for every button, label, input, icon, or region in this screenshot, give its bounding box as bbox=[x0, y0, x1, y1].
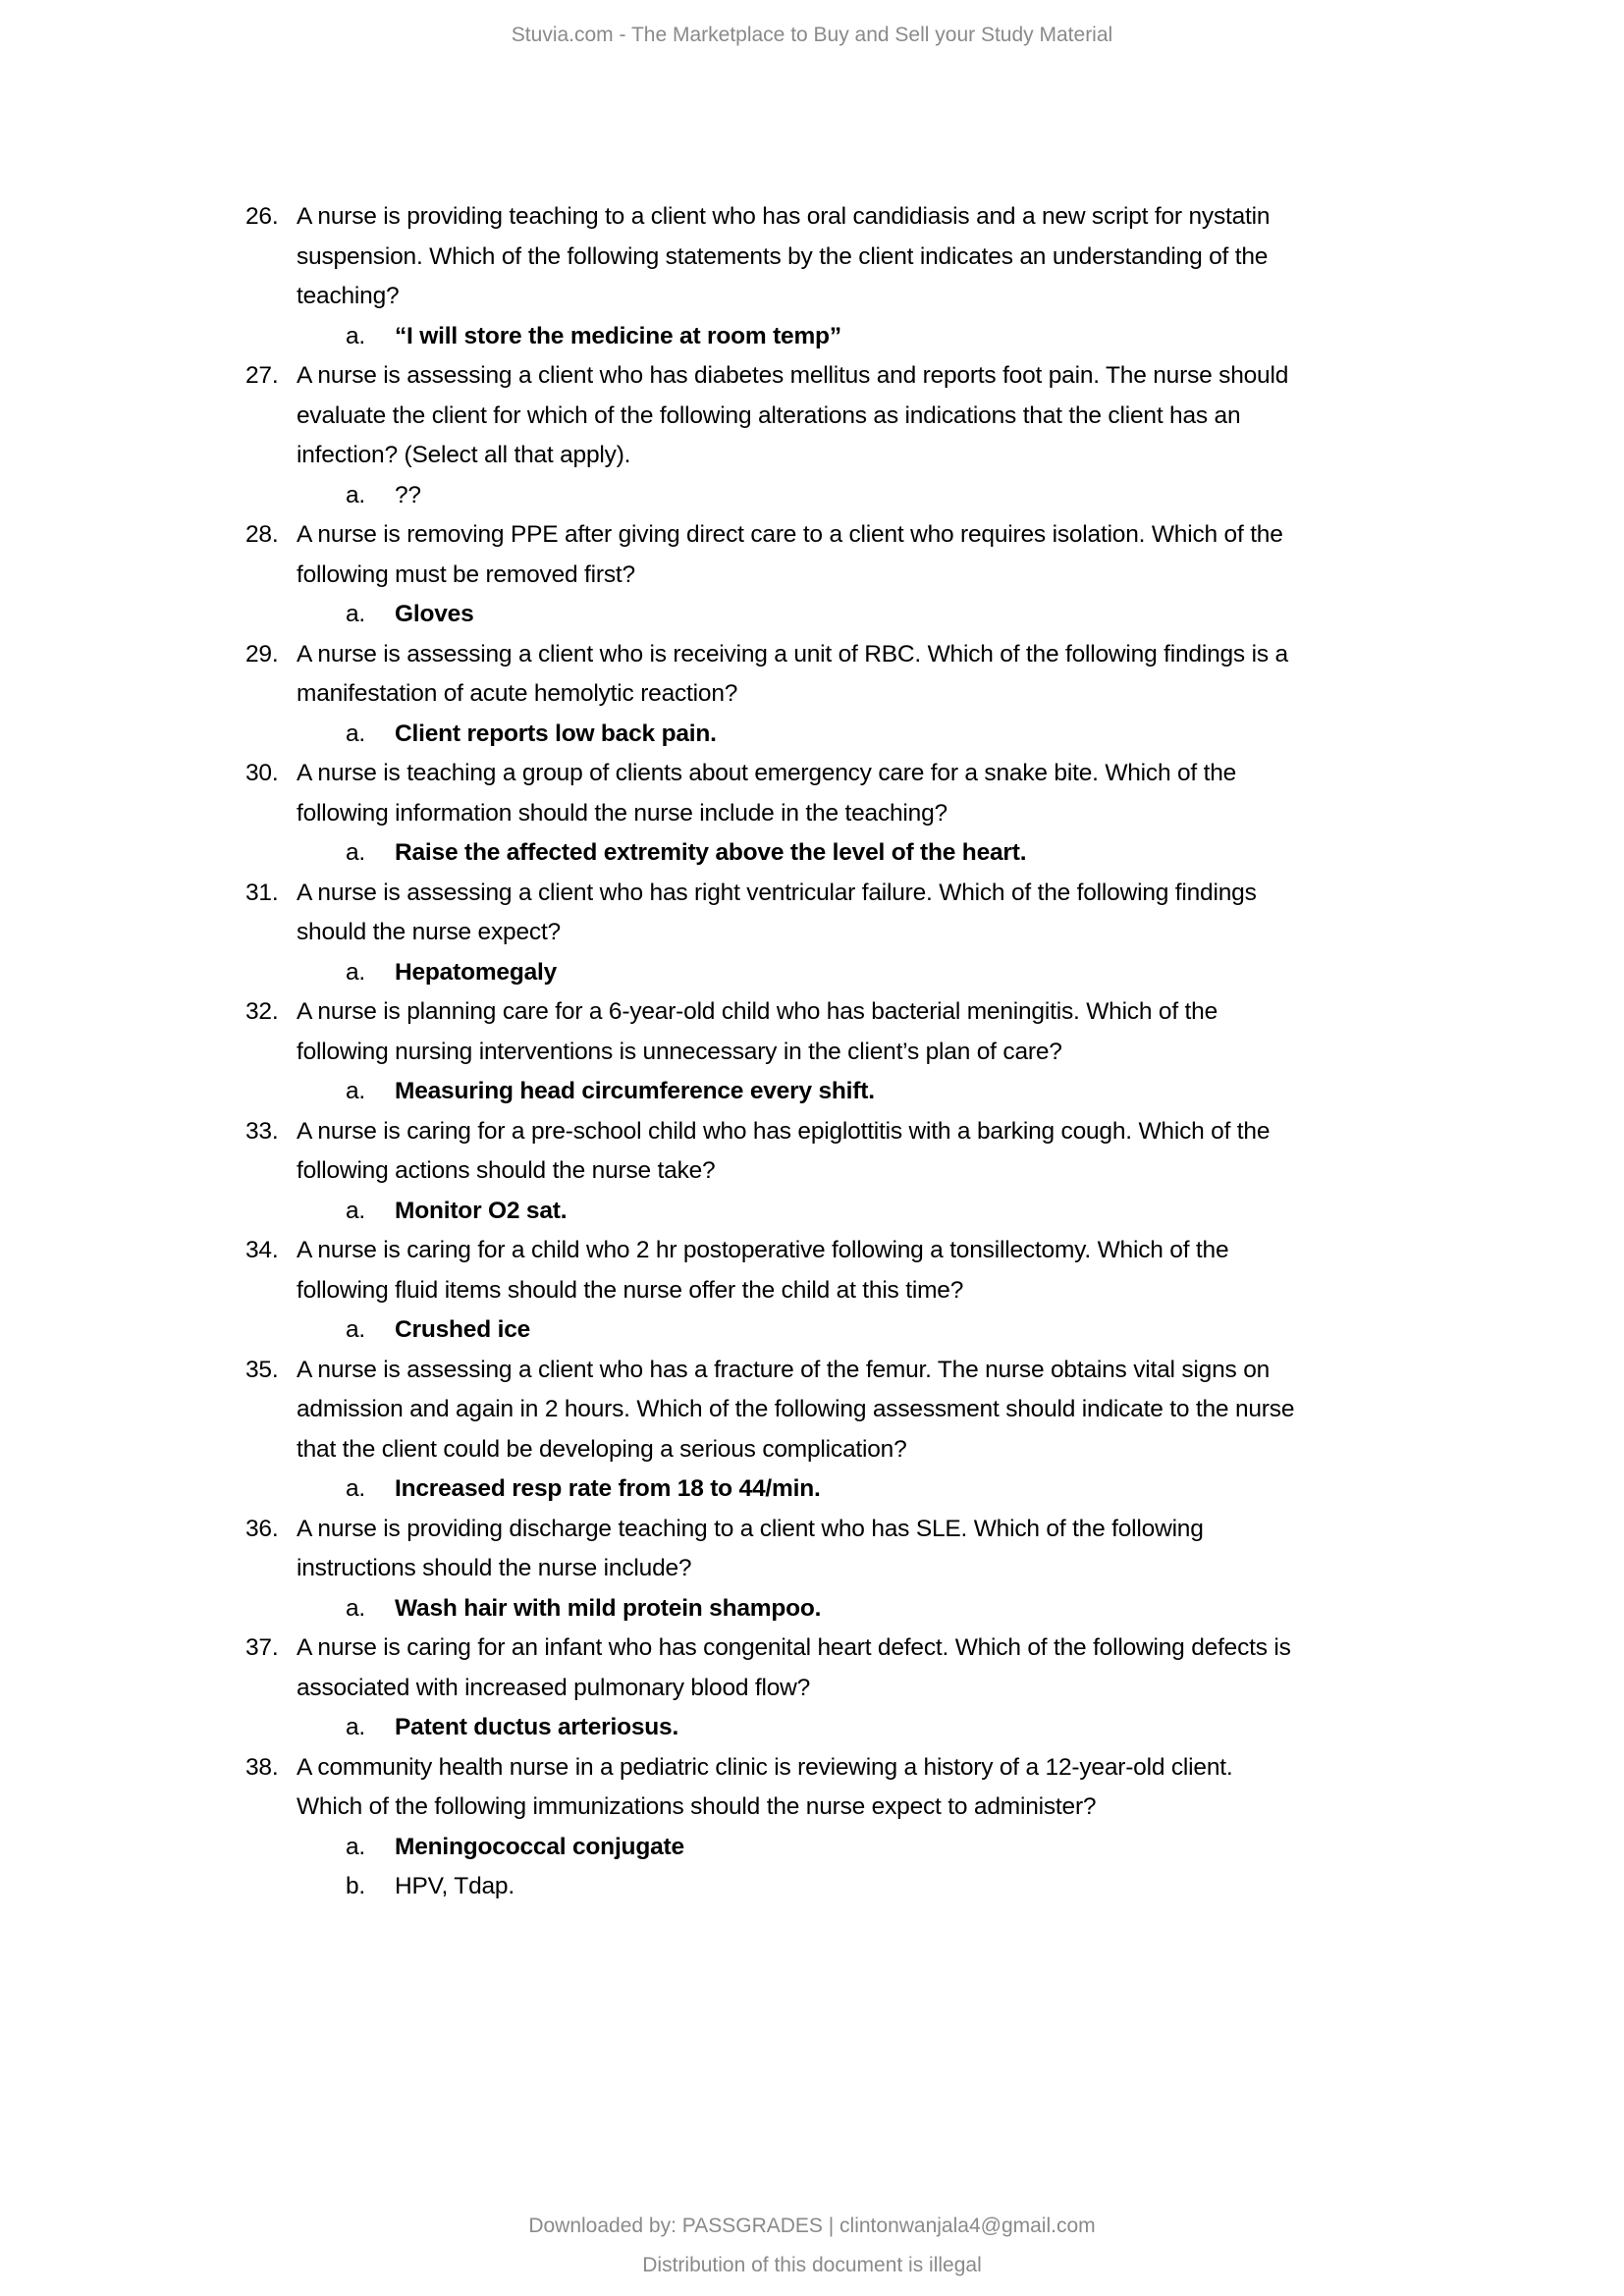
question-line bbox=[0, 913, 1624, 953]
answer-text: ?? bbox=[395, 481, 421, 508]
question-text: A nurse is caring for a child who 2 hr postoperative following a tonsillectomy. Which of the bbox=[297, 1237, 1229, 1263]
answer-label: a. bbox=[346, 1197, 366, 1224]
question-item bbox=[0, 1112, 1624, 1232]
question-text: associated with increased pulmonary blood flow? bbox=[297, 1674, 811, 1701]
question-line bbox=[0, 515, 1624, 556]
question-line bbox=[0, 1549, 1624, 1589]
question-line bbox=[0, 436, 1624, 476]
question-line bbox=[0, 197, 1624, 238]
answer-line bbox=[0, 476, 1624, 516]
answer-label: a. bbox=[346, 1316, 366, 1343]
question-text: admission and again in 2 hours. Which of the following assessment should indicate to the nurse bbox=[297, 1396, 1295, 1422]
question-item bbox=[0, 992, 1624, 1112]
question-text: following must be removed first? bbox=[297, 561, 635, 588]
question-text: should the nurse expect? bbox=[297, 919, 561, 945]
question-line bbox=[0, 1231, 1624, 1271]
question-line bbox=[0, 1271, 1624, 1311]
question-number: 37. bbox=[245, 1634, 279, 1661]
question-number: 34. bbox=[245, 1237, 279, 1263]
question-number: 28. bbox=[245, 521, 279, 548]
question-item bbox=[0, 1231, 1624, 1351]
question-line bbox=[0, 1151, 1624, 1192]
answer-label: a. bbox=[346, 839, 366, 866]
answer-text: Patent ductus arteriosus. bbox=[395, 1714, 679, 1740]
question-line bbox=[0, 277, 1624, 317]
question-item bbox=[0, 1629, 1624, 1748]
answer-label: a. bbox=[346, 1594, 366, 1622]
question-number: 27. bbox=[245, 362, 279, 389]
footer-notice: Distribution of this document is illegal bbox=[642, 2254, 982, 2276]
answer-label: a. bbox=[346, 1714, 366, 1740]
question-text: following fluid items should the nurse offer the child at this time? bbox=[297, 1276, 964, 1304]
question-text: A nurse is assessing a client who has diabetes mellitus and reports foot pain. The nurse should bbox=[297, 362, 1289, 389]
question-line bbox=[0, 992, 1624, 1033]
question-line bbox=[0, 1351, 1624, 1391]
question-item bbox=[0, 1351, 1624, 1510]
answer-label: a. bbox=[346, 1833, 366, 1860]
question-text: that the client could be developing a serious complication? bbox=[297, 1435, 907, 1463]
question-line bbox=[0, 1033, 1624, 1073]
answer-label: a. bbox=[346, 1078, 366, 1104]
question-number: 32. bbox=[245, 998, 279, 1025]
answer-label: a. bbox=[346, 322, 366, 349]
question-number: 29. bbox=[245, 640, 279, 667]
answer-line bbox=[0, 1072, 1624, 1112]
question-number: 33. bbox=[245, 1117, 279, 1145]
question-number: 26. bbox=[245, 203, 279, 230]
question-text: A nurse is teaching a group of clients about emergency care for a snake bite. Which of the bbox=[297, 760, 1237, 786]
question-number: 35. bbox=[245, 1356, 279, 1383]
question-line bbox=[0, 1669, 1624, 1709]
answer-text: Raise the affected extremity above the level of the heart. bbox=[395, 839, 1027, 866]
question-text: infection? (Select all that apply). bbox=[297, 442, 631, 468]
question-line bbox=[0, 1112, 1624, 1152]
question-line bbox=[0, 1430, 1624, 1470]
answer-line bbox=[0, 1310, 1624, 1351]
question-line bbox=[0, 1788, 1624, 1828]
answer-line bbox=[0, 1192, 1624, 1232]
question-line bbox=[0, 1629, 1624, 1669]
question-text: Which of the following immunizations should the nurse expect to administer? bbox=[297, 1793, 1097, 1820]
question-item bbox=[0, 197, 1624, 356]
question-item bbox=[0, 874, 1624, 993]
question-line bbox=[0, 1748, 1624, 1789]
answer-label: a. bbox=[346, 720, 366, 747]
question-number: 38. bbox=[245, 1753, 279, 1781]
answer-text: Crushed ice bbox=[395, 1316, 531, 1343]
answer-line bbox=[0, 953, 1624, 993]
question-line bbox=[0, 238, 1624, 278]
question-line bbox=[0, 635, 1624, 675]
answer-line bbox=[0, 595, 1624, 635]
question-text: following nursing interventions is unnecessary in the client’s plan of care? bbox=[297, 1038, 1062, 1065]
page-header: Stuvia.com - The Marketplace to Buy and Sell your Study Material bbox=[511, 24, 1113, 46]
answer-text: Gloves bbox=[395, 601, 474, 627]
answer-text: Hepatomegaly bbox=[395, 958, 558, 986]
answer-line bbox=[0, 1867, 1624, 1907]
answer-text: Monitor O2 sat. bbox=[395, 1197, 568, 1224]
question-line bbox=[0, 1390, 1624, 1430]
question-text: suspension. Which of the following statements by the client indicates an understanding of the bbox=[297, 242, 1269, 270]
answer-text: Meningococcal conjugate bbox=[395, 1833, 684, 1860]
answer-label: a. bbox=[346, 958, 366, 986]
question-item bbox=[0, 1748, 1624, 1907]
question-number: 31. bbox=[245, 879, 279, 906]
question-text: A nurse is providing discharge teaching to a client who has SLE. Which of the following bbox=[297, 1515, 1204, 1542]
answer-text: Wash hair with mild protein shampoo. bbox=[395, 1594, 822, 1622]
question-text: manifestation of acute hemolytic reaction? bbox=[297, 680, 738, 707]
answer-text: Increased resp rate from 18 to 44/min. bbox=[395, 1475, 821, 1502]
question-number: 36. bbox=[245, 1515, 279, 1542]
answer-line bbox=[0, 1708, 1624, 1748]
answer-label: b. bbox=[346, 1873, 366, 1899]
question-text: teaching? bbox=[297, 283, 400, 309]
question-line bbox=[0, 674, 1624, 715]
question-line bbox=[0, 754, 1624, 794]
question-line bbox=[0, 556, 1624, 596]
question-line bbox=[0, 794, 1624, 834]
answer-label: a. bbox=[346, 1475, 366, 1502]
answer-line bbox=[0, 1469, 1624, 1510]
question-line bbox=[0, 356, 1624, 397]
question-item bbox=[0, 1510, 1624, 1629]
question-line bbox=[0, 397, 1624, 437]
question-text: A nurse is assessing a client who has a fracture of the femur. The nurse obtains vital signs on bbox=[297, 1356, 1271, 1383]
answer-line bbox=[0, 1589, 1624, 1629]
question-text: A nurse is caring for a pre-school child who has epiglottitis with a barking cough. Which of the bbox=[297, 1117, 1271, 1145]
answer-line bbox=[0, 317, 1624, 357]
question-line bbox=[0, 1510, 1624, 1550]
question-text: A nurse is planning care for a 6-year-old child who has bacterial meningitis. Which of the bbox=[297, 998, 1218, 1025]
question-text: A nurse is caring for an infant who has congenital heart defect. Which of the following defects is bbox=[297, 1634, 1291, 1661]
question-text: A nurse is assessing a client who is receiving a unit of RBC. Which of the following findings is a bbox=[297, 640, 1288, 667]
answer-text: Measuring head circumference every shift. bbox=[395, 1078, 875, 1104]
question-text: A nurse is removing PPE after giving direct care to a client who requires isolation. Which of the bbox=[297, 521, 1283, 548]
question-text: A community health nurse in a pediatric clinic is reviewing a history of a 12-year-old client. bbox=[297, 1753, 1233, 1781]
answer-line bbox=[0, 1828, 1624, 1868]
answer-text: Client reports low back pain. bbox=[395, 720, 717, 747]
answer-text: “I will store the medicine at room temp” bbox=[395, 322, 841, 349]
question-item bbox=[0, 754, 1624, 874]
question-item bbox=[0, 635, 1624, 755]
footer-downloaded-by: Downloaded by: PASSGRADES | clintonwanjala4@gmail.com bbox=[528, 2215, 1096, 2237]
question-text: instructions should the nurse include? bbox=[297, 1555, 692, 1581]
question-text: A nurse is providing teaching to a client who has oral candidiasis and a new script for nystatin bbox=[297, 203, 1271, 230]
answer-label: a. bbox=[346, 481, 366, 508]
question-text: following actions should the nurse take? bbox=[297, 1157, 716, 1184]
answer-label: a. bbox=[346, 601, 366, 627]
question-line bbox=[0, 874, 1624, 914]
question-item bbox=[0, 356, 1624, 515]
answer-line bbox=[0, 833, 1624, 874]
question-text: A nurse is assessing a client who has right ventricular failure. Which of the following findings bbox=[297, 879, 1257, 906]
question-number: 30. bbox=[245, 760, 279, 786]
question-item bbox=[0, 515, 1624, 635]
answer-line bbox=[0, 715, 1624, 755]
answer-text: HPV, Tdap. bbox=[395, 1873, 514, 1899]
question-list bbox=[0, 197, 1624, 1907]
question-text: following information should the nurse include in the teaching? bbox=[297, 799, 947, 827]
question-text: evaluate the client for which of the following alterations as indications that the client has an bbox=[297, 401, 1241, 429]
